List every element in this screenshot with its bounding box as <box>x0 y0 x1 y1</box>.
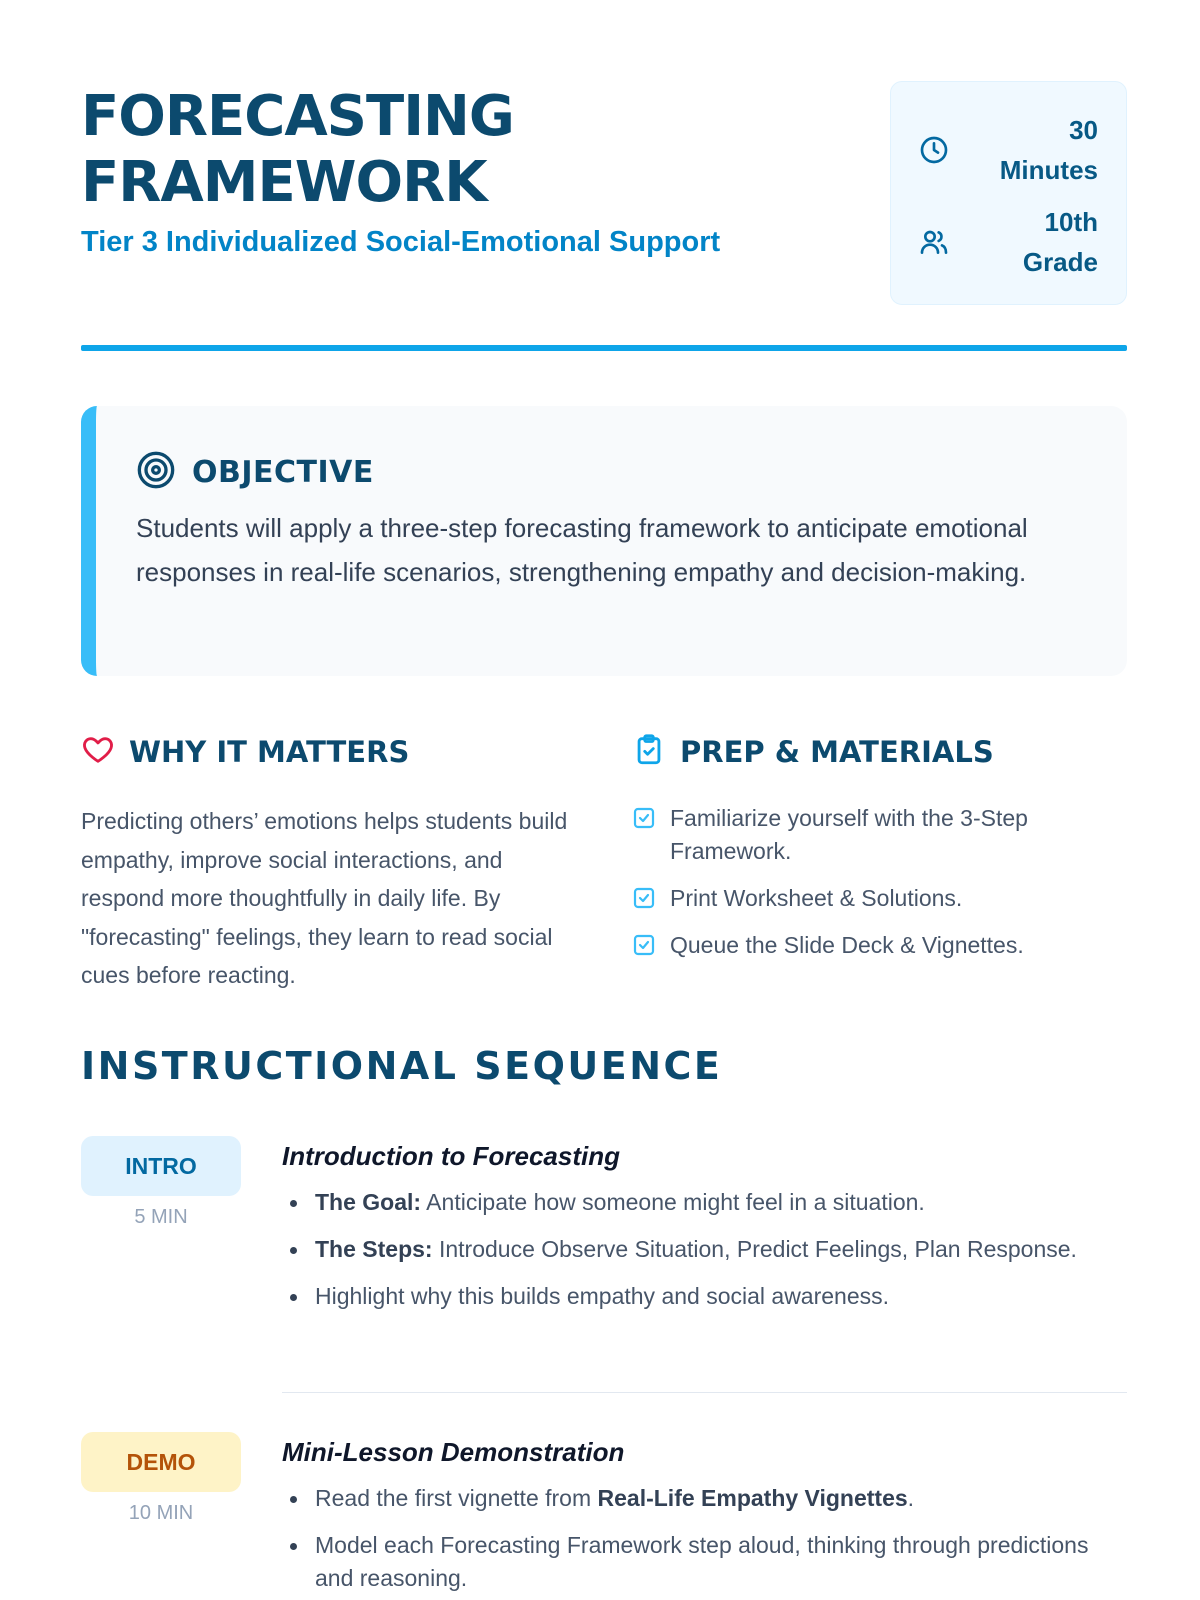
page-subtitle: Tier 3 Individualized Social-Emotional Support <box>81 226 721 258</box>
duration-value: 30 <box>1069 115 1098 145</box>
meta-card <box>890 81 1127 305</box>
title-line-2: FRAMEWORK <box>81 150 487 215</box>
grade-row <box>891 202 1098 282</box>
two-column-section <box>81 730 1127 1000</box>
prep-item <box>632 802 1127 868</box>
prep-list <box>632 802 1127 962</box>
bullet-tail: . <box>907 1485 915 1511</box>
duration-row <box>891 110 1098 190</box>
bullet-item <box>282 1233 1127 1266</box>
checkbox-icon <box>632 886 658 912</box>
title-line-1: FORECASTING <box>81 84 514 149</box>
prep-materials <box>632 730 1127 976</box>
prep-label: PREP & MATERIALS <box>680 735 994 769</box>
checkbox-icon <box>632 806 658 832</box>
page-title <box>81 84 514 216</box>
lesson-plan-page <box>81 0 1127 1591</box>
clipboard-check-icon <box>632 733 666 772</box>
bullet-text: Read the first vignette from <box>315 1485 598 1511</box>
bullet-item <box>282 1280 1127 1313</box>
users-icon <box>917 225 951 259</box>
bullet-text: Anticipate how someone might feel in a situation. <box>421 1189 925 1215</box>
prep-item-text: Queue the Slide Deck & Vignettes. <box>670 932 1024 958</box>
bullet-text: Highlight why this builds empathy and social awareness. <box>315 1283 890 1309</box>
why-it-matters <box>81 730 581 995</box>
sequence-title: INSTRUCTIONAL SEQUENCE <box>81 1044 723 1088</box>
grade-unit: Grade <box>1022 247 1098 277</box>
bullet-text: Introduce Observe Situation, Predict Feelings, Plan Response. <box>432 1236 1077 1262</box>
prep-heading <box>632 730 1127 774</box>
grade-value: 10th <box>1044 207 1098 237</box>
why-heading <box>81 730 581 774</box>
target-icon <box>136 450 176 495</box>
bullet-lead: The Goal: <box>315 1189 422 1215</box>
duration-text <box>1000 110 1098 190</box>
step-badge: INTRO <box>81 1136 241 1196</box>
step-duration: 5 MIN <box>134 1206 188 1228</box>
clock-icon <box>917 133 951 167</box>
prep-item <box>632 929 1127 962</box>
checkbox-icon <box>632 933 658 959</box>
bullet-emphasis: Real-Life Empathy Vignettes <box>597 1485 908 1511</box>
header-divider <box>81 345 1127 351</box>
objective-text: Students will apply a three-step forecasting framework to anticipate emotional responses in real-life scenarios, strengthening empathy and decision-making. <box>136 513 1028 587</box>
objective-label: OBJECTIVE <box>192 455 374 490</box>
bullet-item <box>282 1529 1127 1595</box>
header <box>81 0 1127 352</box>
step-title: Mini-Lesson Demonstration <box>282 1437 625 1467</box>
bullet-item <box>282 1186 1127 1219</box>
why-label: WHY IT MATTERS <box>129 735 410 769</box>
duration-unit: Minutes <box>999 155 1098 185</box>
objective-heading <box>136 450 374 495</box>
bullet-text: Model each Forecasting Framework step aloud, thinking through predictions and reasoning. <box>315 1532 1089 1591</box>
step-divider <box>282 1392 1127 1393</box>
prep-item-text: Print Worksheet & Solutions. <box>670 885 963 911</box>
step-duration: 10 MIN <box>128 1502 194 1524</box>
step-badge: DEMO <box>81 1432 241 1492</box>
step-title: Introduction to Forecasting <box>282 1141 620 1171</box>
bullet-lead: The Steps: <box>315 1236 433 1262</box>
heart-icon <box>81 733 115 772</box>
step-bullets <box>282 1186 1127 1313</box>
bullet-item <box>282 1482 1127 1515</box>
step-body <box>282 1432 1127 1600</box>
why-text: Predicting others’ emotions helps students build empathy, improve social interactions, and respond more thoughtfully in daily life. By "forecasting" feelings, they learn to read social cues before reacting. <box>81 808 568 988</box>
grade-text <box>1023 202 1098 282</box>
prep-item <box>632 882 1127 915</box>
prep-item-text: Familiarize yourself with the 3-Step Framework. <box>670 805 1028 864</box>
objective-card <box>81 406 1127 676</box>
step-bullets <box>282 1482 1127 1595</box>
step-body <box>282 1136 1127 1327</box>
